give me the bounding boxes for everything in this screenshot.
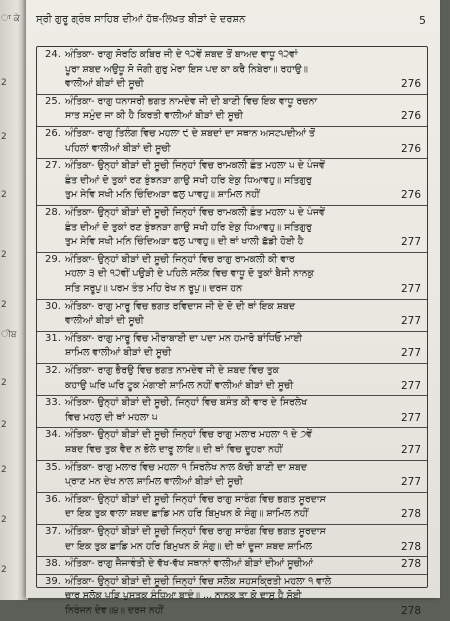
- contents-entry: [37, 460, 427, 493]
- entry-text-line: ਤੁਮ ਸੇਵਿ ਸਖੀ ਮਨਿ ਚਿੰਦਿਅੜਾ ਫਲੁ ਪਾਵਹੁ॥ ਸ਼ਾਮਿਲ ਨਹੀਂ: [65, 189, 260, 201]
- entry-number: 34.: [45, 429, 61, 441]
- entry-text-line: ਅੰਤਿਕਾ- ਰਾਗੁ ਮਾਰੂ ਵਿਚ ਭਗਤ ਰਵਿਦਾਸ ਜੀ ਦੇ ਦੋ ਦੀ ਥਾਂ ਇਕ ਸ਼ਬਦ: [65, 300, 296, 312]
- entry-text-line: ਤੁਮ ਸੇਵਿ ਸਖੀ ਮਨਿ ਚਿੰਦਿਅੜਾ ਫਲੁ ਪਾਵਹੁ॥ ਦੀ ਥਾਂ ਖਾਲੀ ਛੱਡੀ ਹੋਈ ਹੈ: [65, 236, 304, 248]
- entry-text-line: ਛੰਤ ਦੀਆਂ ਦੋ ਤੁਕਾਂ ਰਣ ਝੁੰਝਨੜਾ ਗਾਉ ਸਖੀ ਹਰਿ ਏਕੁ ਧਿਆਵਹੁ॥ ਸਤਿਗੁਰੁ: [65, 221, 312, 233]
- entry-text-line: ਕਹਾਉ ਘਰਿ ਘਰਿ ਟੂਕ ਮੰਗਾਈ ਸ਼ਾਮਿਲ ਨਹੀਂ ਵਾਲੀਆਂ ਬੀੜਾਂ ਦੀ ਸੂਚੀ: [65, 379, 294, 391]
- entry-number: 29.: [45, 253, 61, 265]
- entry-number: 26.: [45, 128, 61, 139]
- entry-text: [65, 48, 373, 92]
- entry-page-number: 276: [400, 189, 421, 202]
- contents-entry: [37, 331, 427, 364]
- entry-number: 27.: [45, 160, 61, 172]
- entry-text: [65, 364, 373, 393]
- entry-text-line: ਅੰਤਿਕਾ- ਰਾਗੁ ਮਲਾਰ ਵਿਚ ਮਹਲਾ ੧ ਸਿਰਲੇਖ ਨਾਲ ਕੱਚੀ ਬਾਣੀ ਦਾ ਸ਼ਬਦ: [65, 461, 307, 473]
- entry-text-line: ਪੂਰਾ ਸ਼ਬਦ ਅਉਧੂ ਸੋ ਜੋਗੀ ਗੁਰੁ ਮੇਰਾ ਇਸ ਪਦ ਕਾ ਕਰੈ ਨਿਬੇਰਾ॥ ਰਹਾਉ॥: [65, 63, 308, 75]
- entry-text: [65, 206, 373, 250]
- entry-page-number: 277: [400, 315, 421, 328]
- entry-text: [65, 461, 373, 490]
- entry-text-line: ਵਿਚ ਮਹਲੁ ਦੀ ਥਾਂ ਮਹਲਾ ੫: [65, 411, 158, 423]
- entry-text-line: ਸ਼ਾਮਿਲ ਵਾਲੀਆਂ ਬੀੜਾਂ ਦੀ ਸੂਚੀ: [65, 347, 172, 359]
- left-page-fragment: 2: [1, 132, 7, 142]
- entry-text-line: ਦਾ ਇਕ ਤੁਕ ਵਾਲਾ ਸ਼ਬਦ ਛਾਡਿ ਮਨ ਹਰਿ ਬਿਮੁਖਨ ਕੋ ਸੰਗੁ॥ ਸ਼ਾਮਿਲ ਨਹੀਂ: [65, 508, 309, 520]
- entry-text-line: ਅੰਤਿਕਾ- ਰਾਗੁ ਧਨਾਸਰੀ ਭਗਤ ਨਾਮਦੇਵ ਜੀ ਦੀ ਬਾਣੀ ਵਿਚ ਇਕ ਵਾਧੂ ਰਚਨਾ: [65, 95, 318, 107]
- contents-entry: [37, 126, 427, 159]
- left-page-fragment: 2: [1, 250, 7, 260]
- entry-text: [65, 428, 373, 457]
- entry-text: [65, 159, 373, 203]
- entry-page-number: 278: [400, 558, 421, 571]
- left-page-fragment: 2: [1, 420, 7, 430]
- entry-number: 24.: [45, 49, 61, 60]
- entry-page-number: 278: [400, 604, 421, 617]
- entry-number: 33.: [45, 397, 61, 409]
- contents-entry: [37, 427, 427, 460]
- entry-text-line: ਅੰਤਿਕਾ- ਰਾਗੁ ਮਾਰੂ ਵਿਚ ਮੀਰਾਬਾਈ ਦਾ ਪਦਾ ਮਨ ਹਮਾਰੋ ਬਾਂਧਿਓ ਮਾਈ: [65, 332, 302, 344]
- contents-entry: [37, 556, 427, 575]
- contents-entry: [37, 363, 427, 396]
- entry-text: [65, 127, 373, 156]
- entry-text: [65, 493, 373, 522]
- entry-page-number: 277: [400, 379, 421, 392]
- left-page-edge: [0, 0, 28, 600]
- entry-number: 36.: [45, 493, 61, 505]
- entry-number: 37.: [45, 526, 61, 537]
- left-page-fragment: 2: [1, 515, 7, 525]
- left-page-fragment: 2: [1, 565, 7, 575]
- entry-text-line: ਵਾਲੀਆਂ ਬੀੜਾਂ ਦੀ ਸੂਚੀ: [65, 315, 144, 327]
- left-page-fragment: ਾ ਕੇ: [1, 14, 20, 24]
- entry-text: [65, 525, 373, 554]
- entry-text: [65, 332, 373, 361]
- entry-text: [65, 253, 373, 297]
- entry-number: 39.: [45, 575, 61, 587]
- entry-text: [65, 300, 373, 329]
- entry-text-line: ਅੰਤਿਕਾ- ਉਨ੍ਹਾਂ ਬੀੜਾਂ ਦੀ ਸੂਚੀ ਜਿਨ੍ਹਾਂ ਵਿਚ ਰਾਗੁ ਸਾਰੰਗ ਵਿਚ ਭਗਤ ਸੂਰਦਾਸ: [65, 493, 326, 505]
- entry-page-number: 277: [400, 443, 421, 456]
- entry-text-line: ਸਤਿ ਸਰੂਪੁ॥ ਪਰਮ ਤੰਤ ਮਹਿ ਰੇਖ ਨ ਰੂਪੁ॥ ਦਰਜ ਹਨ: [65, 282, 243, 294]
- entry-text-line: ਨਿਰੰਜਨ ਦੇਵ॥੪॥ ਦਰਜ ਨਹੀਂ: [65, 604, 164, 616]
- contents-entry: [37, 158, 427, 206]
- entry-page-number: 277: [400, 282, 421, 295]
- entry-text-line: ਸ਼ਬਦ ਵਿਚ ਤੁਕ ਵੈਦ ਨ ਭੋਲੇ ਦਾਰੂ ਲਾਇ॥ ਦੀ ਥਾਂ ਵਿਚ ਦੂਹਰਾ ਨਹੀਂ: [65, 443, 283, 455]
- entry-text-line: ਅੰਤਿਕਾ- ਉਨ੍ਹਾਂ ਬੀੜਾਂ ਦੀ ਸੂਚੀ ਜਿਨ੍ਹਾਂ ਵਿਚ ਰਾਮਕਲੀ ਛੰਤ ਮਹਲਾ ੫ ਦੇ ਪੰਜਵੇਂ: [65, 207, 325, 218]
- entry-page-number: 276: [400, 142, 421, 155]
- entry-number: 32.: [45, 365, 61, 376]
- left-page-fragment: 2: [1, 465, 7, 475]
- contents-entry: [37, 299, 427, 332]
- entry-number: 30.: [45, 300, 61, 312]
- entry-text-line: ਅੰਤਿਕਾ- ਰਾਗੁ ਜੈਜਾਵੰਤੀ ਦੇ ਵੱਖ-ਵੱਖ ਸਥਾਨਾਂ ਵਾਲੀਆਂ ਬੀੜਾਂ ਦੀਆਂ ਸੂਚੀਆਂ: [65, 558, 313, 570]
- entry-text-line: ਵਾਲੀਆਂ ਬੀੜਾਂ ਦੀ ਸੂਚੀ: [65, 78, 144, 90]
- left-page-fragment: 2: [1, 300, 7, 310]
- entry-text-line: ਪ੍ਰਾਣ ਮਨ ਦੇਖ ਨਾਲ ਸ਼ਾਮਿਲ ਵਾਲੀਆਂ ਬੀੜਾਂ ਦੀ ਸੂਚੀ: [65, 476, 243, 488]
- entry-text-line: ਅੰਤਿਕਾ- ਉਨ੍ਹਾਂ ਬੀੜਾਂ ਦੀ ਸੂਚੀ ਜਿਨ੍ਹਾਂ ਵਿਚ ਰਾਗੁ ਰਾਮਕਲੀ ਕੀ ਵਾਰ: [65, 253, 295, 265]
- entry-text: [65, 396, 373, 425]
- entry-text-line: ਦਾ ਇਕ ਤੁਕ ਛਾਡਿ ਮਨ ਹਰਿ ਬਿਮੁਖਨ ਕੋ ਸੰਗੁ॥ ਦੀ ਥਾਂ ਦੂਜਾ ਸ਼ਬਦ ਸ਼ਾਮਿਲ: [65, 540, 312, 552]
- running-title: ਸ੍ਰੀ ਗੁਰੂ ਗ੍ਰੰਥ ਸਾਹਿਬ ਦੀਆਂ ਹੱਥ-ਲਿਖਤ ਬੀੜਾਂ ਦੇ ਦਰਸ਼ਨ: [36, 14, 246, 25]
- entry-text: [65, 575, 373, 619]
- page-header: [36, 14, 426, 30]
- entry-text-line: ਅੰਤਿਕਾ- ਰਾਗੁ ਸੋਰਠਿ ਕਬਿਰ ਜੀ ਦੇ ੧੨ਵੇਂ ਸ਼ਬਦ ਤੋਂ ਬਾਅਦ ਵਾਧੂ ੧੨ਵਾਂ: [65, 49, 298, 60]
- entry-text-line: ਛੰਤ ਦੀਆਂ ਦੋ ਤੁਕਾਂ ਰਣ ਝੁੰਝਨੜਾ ਗਾਉ ਸਖੀ ਹਰਿ ਏਕੁ ਧਿਆਵਹੁ॥ ਸਤਿਗੁਰੁ: [65, 174, 312, 186]
- page-number: 5: [419, 14, 426, 27]
- entry-text-line: ਅੰਤਿਕਾ- ਰਾਗੁ ਭੈਰਉ ਵਿਚ ਭਗਤ ਨਾਮਦੇਵ ਜੀ ਦੇ ਸ਼ਬਦ ਵਿਚ ਤੁਕ: [65, 365, 280, 376]
- book-page: [26, 0, 440, 617]
- contents-entry: [37, 395, 427, 428]
- entry-text-line: ਅੰਤਿਕਾ- ਉਨ੍ਹਾਂ ਬੀੜਾਂ ਦੀ ਸੂਚੀ, ਜਿਨ੍ਹਾਂ ਵਿਚ ਬਸੰਤ ਕੀ ਵਾਰ ਦੇ ਸਿਰਲੇਖ: [65, 397, 308, 409]
- entry-page-number: 277: [400, 476, 421, 489]
- entry-text: [65, 557, 373, 572]
- entry-text-line: ਅੰਤਿਕਾ- ਰਾਗੁ ਤਿਲੰਗ ਵਿਚ ਮਹਲਾ ੯ ਦੇ ਸ਼ਬਦਾਂ ਦਾ ਸਥਾਨ ਅਸਟਪਦੀਆਂ ਤੋਂ: [65, 128, 315, 139]
- entry-text-line: ਅੰਤਿਕਾ- ਉਨ੍ਹਾਂ ਬੀੜਾਂ ਦੀ ਸੂਚੀ ਜਿਨ੍ਹਾਂ ਵਿਚ ਰਾਮਕਲੀ ਛੰਤ ਮਹਲਾ ੫ ਦੇ ਪੰਜਵੇਂ: [65, 160, 325, 172]
- entry-page-number: 277: [400, 411, 421, 424]
- contents-entry: [37, 252, 427, 300]
- contents-entry: [37, 574, 427, 621]
- entry-number: 25.: [45, 95, 61, 107]
- entry-text-line: ਪਹਿਲਾਂ ਵਾਲੀਆਂ ਬੀੜਾਂ ਦੀ ਸੂਚੀ: [65, 142, 171, 154]
- left-page-fragment: ੀਬ: [1, 330, 17, 340]
- entry-number: 35.: [45, 461, 61, 473]
- entry-page-number: 278: [400, 540, 421, 553]
- entry-text-line: ਅੰਤਿਕਾ- ਉਨ੍ਹਾਂ ਬੀੜਾਂ ਦੀ ਸੂਚੀ ਜਿਨ੍ਹਾਂ ਵਿਚ ਰਾਗੁ ਸਾਰੰਗ ਵਿਚ ਭਗਤ ਸੂਰਦਾਸ: [65, 526, 326, 537]
- contents-entry: [37, 47, 427, 95]
- left-page-fragment: 2: [1, 378, 7, 388]
- entry-page-number: 276: [400, 78, 421, 91]
- entry-page-number: 277: [400, 236, 421, 249]
- entry-number: 31.: [45, 332, 61, 344]
- entry-text-line: ਚਾਰ ਸਲੋਕ ਪੜਿ ਪੁਸਤਕ ਸੰਧਿਆ ਬਾਦੰ॥ ... ਨਾਨਕ ਤਾ ਕੋ ਦਾਸੁ ਹੈ ਸੋਈ: [65, 590, 302, 602]
- entry-text-line: ਸਾਤ ਸਮੁੰਦ ਜਾ ਕੀ ਹੈ ਕਿਰਤੀ ਵਾਲੀਆਂ ਬੀੜਾਂ ਦੀ ਸੂਚੀ: [65, 110, 243, 122]
- left-page-fragment: 2: [1, 78, 7, 88]
- left-page-fragment: 2: [1, 190, 7, 200]
- contents-entry: [37, 205, 427, 253]
- entry-page-number: 277: [400, 347, 421, 360]
- entry-number: 28.: [45, 207, 61, 218]
- entry-number: 38.: [45, 558, 61, 570]
- entry-page-number: 278: [400, 508, 421, 521]
- entry-text-line: ਮਹਲਾ ੩ ਦੀ ੧੨ਵੀਂ ਪਉੜੀ ਦੇ ਪਹਿਲੇ ਸਲੋਕ ਵਿਚ ਵਾਧੂ ਦੋ ਤੁਕਾਂ ਬੈਸੀ ਨਾਨਕੁ: [65, 268, 314, 280]
- contents-entry: [37, 492, 427, 525]
- entry-text: [65, 95, 373, 124]
- entry-page-number: 276: [400, 110, 421, 123]
- entry-text-line: ਅੰਤਿਕਾ- ਉਨ੍ਹਾਂ ਬੀੜਾਂ ਦੀ ਸੂਚੀ ਜਿਨ੍ਹਾਂ ਵਿਚ ਰਾਗੁ ਮਲਾਰ ਮਹਲਾ ੧ ਦੇ ੭ਵੇਂ: [65, 429, 312, 441]
- contents-entry: [37, 524, 427, 557]
- contents-table: [36, 46, 428, 617]
- contents-entry: [37, 94, 427, 127]
- entry-text-line: ਅੰਤਿਕਾ- ਉਨ੍ਹਾਂ ਬੀੜਾਂ ਦੀ ਸੂਚੀ ਜਿਨ੍ਹਾਂ ਵਿਚ ਸਲੋਕ ਸਹਸਕ੍ਰਿਤੀ ਮਹਲਾ ੧ ਵਾਲੇ: [65, 575, 332, 587]
